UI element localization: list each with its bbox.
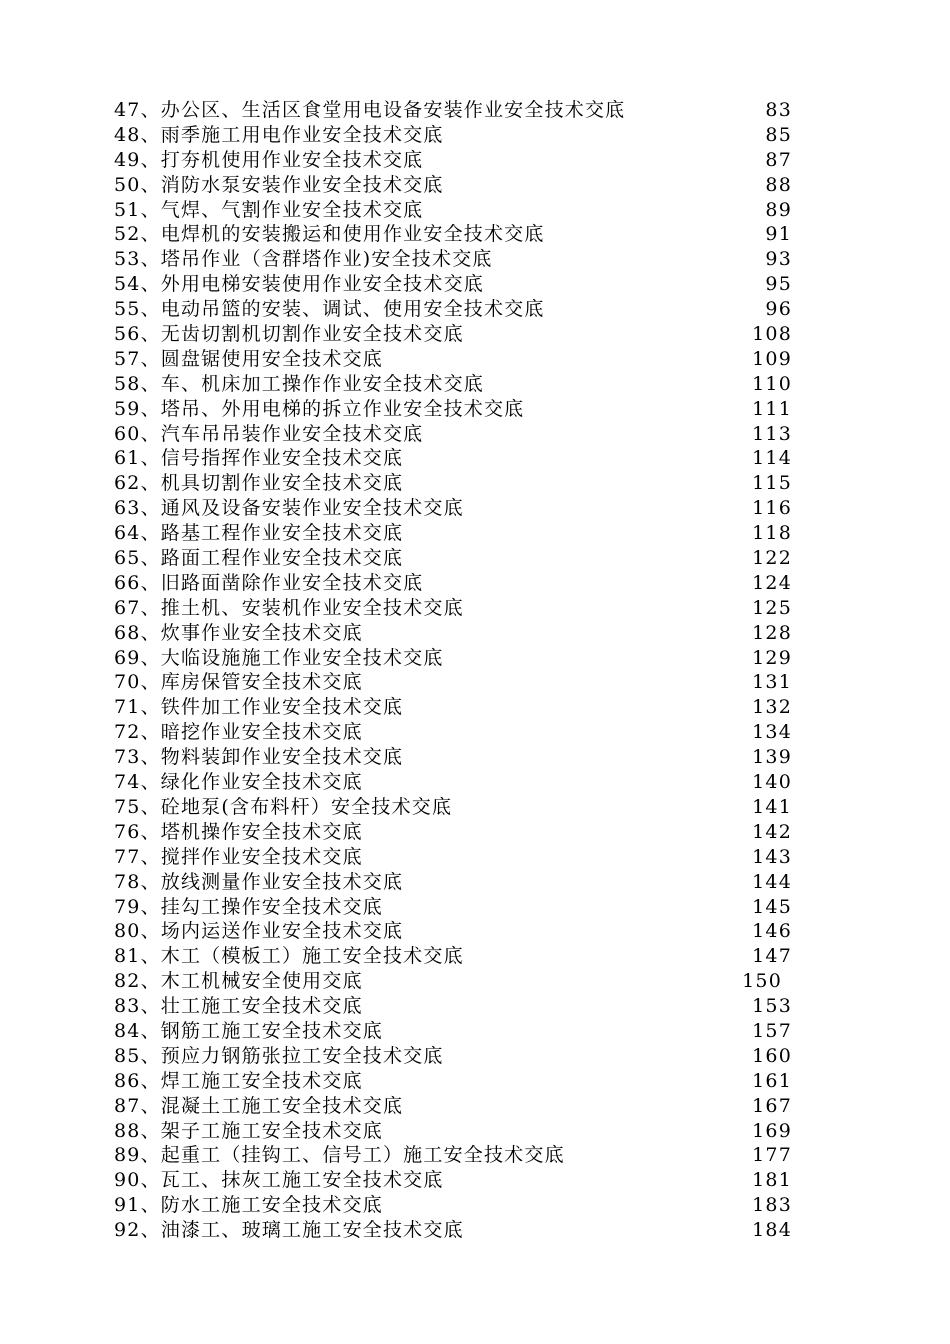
toc-entry [114, 845, 814, 870]
toc-entry [114, 571, 814, 596]
toc-entry [114, 820, 814, 845]
toc-entry-title: 48、雨季施工用电作业安全技术交底 [114, 123, 444, 146]
toc-entry-title: 75、砼地泵(含布料杆）安全技术交底 [114, 795, 453, 818]
toc-entry-title: 77、搅拌作业安全技术交底 [114, 845, 363, 868]
toc-entry [114, 123, 814, 148]
toc-entry-title: 78、放线测量作业安全技术交底 [114, 870, 404, 893]
toc-entry-page-number: 88 [765, 173, 792, 196]
toc-entry-page-number: 177 [752, 1144, 792, 1167]
toc-entry-page-number: 93 [765, 248, 792, 271]
toc-entry-title: 59、塔吊、外用电梯的拆立作业安全技术交底 [114, 397, 525, 420]
toc-entry-page-number: 89 [765, 198, 792, 221]
toc-entry-page-number: 115 [752, 472, 792, 495]
toc-entry [114, 969, 814, 994]
toc-entry [114, 596, 814, 621]
toc-entry [114, 994, 814, 1019]
toc-entry-title: 69、大临设施施工作业安全技术交底 [114, 646, 444, 669]
toc-entry [114, 397, 814, 422]
toc-entry [114, 770, 814, 795]
toc-entry [114, 670, 814, 695]
toc-entry [114, 621, 814, 646]
toc-entry-page-number: 87 [765, 148, 792, 171]
toc-entry-title: 87、混凝土工施工安全技术交底 [114, 1094, 404, 1117]
toc-entry-title: 82、木工机械安全使用交底 [114, 970, 363, 993]
toc-entry-title: 71、铁件加工作业安全技术交底 [114, 696, 404, 719]
toc-entry-page-number: 143 [752, 845, 792, 868]
toc-entry-title: 54、外用电梯安装使用作业安全技术交底 [114, 273, 484, 296]
toc-entry-page-number: 118 [752, 522, 792, 545]
toc-entry-title: 65、路面工程作业安全技术交底 [114, 547, 404, 570]
toc-entry-page-number: 146 [752, 920, 792, 943]
toc-entry-page-number: 91 [765, 223, 792, 246]
toc-entry-page-number: 111 [752, 397, 792, 420]
toc-entry-page-number: 96 [765, 298, 792, 321]
toc-entry [114, 247, 814, 272]
toc-entry-page-number: 160 [752, 1044, 792, 1067]
toc-entry [114, 446, 814, 471]
toc-entry [114, 521, 814, 546]
toc-entry [114, 646, 814, 671]
toc-entry [114, 919, 814, 944]
toc-entry-page-number: 134 [752, 721, 792, 744]
toc-entry [114, 496, 814, 521]
toc-entry [114, 372, 814, 397]
toc-entry-title: 64、路基工程作业安全技术交底 [114, 522, 404, 545]
toc-entry [114, 745, 814, 770]
toc-entry-title: 74、绿化作业安全技术交底 [114, 771, 363, 794]
toc-entry [114, 795, 814, 820]
toc-entry-title: 57、圆盘锯使用安全技术交底 [114, 347, 383, 370]
toc-entry [114, 944, 814, 969]
toc-entry-title: 70、库房保管安全技术交底 [114, 671, 363, 694]
toc-entry-title: 92、油漆工、玻璃工施工安全技术交底 [114, 1219, 464, 1242]
toc-entry-title: 55、电动吊篮的安装、调试、使用安全技术交底 [114, 298, 545, 321]
toc-entry-title: 83、壮工施工安全技术交底 [114, 995, 363, 1018]
toc-entry-title: 76、塔机操作安全技术交底 [114, 820, 363, 843]
toc-entry-page-number: 116 [752, 497, 792, 520]
toc-entry-page-number: 161 [752, 1069, 792, 1092]
toc-entry [114, 198, 814, 223]
toc-entry-title: 66、旧路面凿除作业安全技术交底 [114, 571, 424, 594]
toc-entry [114, 1069, 814, 1094]
toc-entry-page-number: 145 [752, 895, 792, 918]
toc-entry-title: 63、通风及设备安装作业安全技术交底 [114, 497, 464, 520]
toc-entry-title: 91、防水工施工安全技术交底 [114, 1194, 383, 1217]
toc-entry-page-number: 147 [752, 945, 792, 968]
toc-entry [114, 173, 814, 198]
toc-entry-title: 89、起重工（挂钩工、信号工）施工安全技术交底 [114, 1144, 565, 1167]
toc-entry-page-number: 109 [752, 347, 792, 370]
toc-entry-page-number: 142 [752, 820, 792, 843]
toc-entry-page-number: 132 [752, 696, 792, 719]
toc-entry-page-number: 140 [752, 771, 792, 794]
toc-entry [114, 870, 814, 895]
toc-entry-page-number: 150 [742, 970, 782, 993]
toc-entry-page-number: 183 [752, 1194, 792, 1217]
table-of-contents [114, 98, 814, 1243]
toc-entry-page-number: 184 [752, 1219, 792, 1242]
toc-entry-page-number: 144 [752, 870, 792, 893]
toc-entry-title: 79、挂勾工操作安全技术交底 [114, 895, 383, 918]
toc-entry-title: 80、场内运送作业安全技术交底 [114, 920, 404, 943]
toc-entry-title: 62、机具切割作业安全技术交底 [114, 472, 404, 495]
toc-entry-title: 67、推土机、安装机作业安全技术交底 [114, 596, 464, 619]
toc-entry [114, 1044, 814, 1069]
toc-entry-page-number: 141 [752, 795, 792, 818]
toc-entry-page-number: 114 [752, 447, 792, 470]
toc-entry [114, 695, 814, 720]
toc-entry-title: 85、预应力钢筋张拉工安全技术交底 [114, 1044, 444, 1067]
toc-entry [114, 1193, 814, 1218]
toc-entry-title: 68、炊事作业安全技术交底 [114, 621, 363, 644]
toc-entry-title: 56、无齿切割机切割作业安全技术交底 [114, 323, 464, 346]
toc-entry [114, 297, 814, 322]
toc-entry-title: 60、汽车吊吊装作业安全技术交底 [114, 422, 424, 445]
toc-entry-page-number: 124 [752, 571, 792, 594]
toc-entry-page-number: 131 [752, 671, 792, 694]
toc-entry-page-number: 129 [752, 646, 792, 669]
toc-entry [114, 1143, 814, 1168]
toc-entry [114, 222, 814, 247]
toc-entry-title: 53、塔吊作业（含群塔作业)安全技术交底 [114, 248, 493, 271]
toc-entry-title: 86、焊工施工安全技术交底 [114, 1069, 363, 1092]
toc-entry [114, 148, 814, 173]
toc-entry-title: 50、消防水泵安装作业安全技术交底 [114, 173, 444, 196]
toc-entry-page-number: 167 [752, 1094, 792, 1117]
toc-entry [114, 1168, 814, 1193]
toc-entry-page-number: 110 [752, 372, 792, 395]
toc-entry-page-number: 85 [765, 123, 792, 146]
toc-entry [114, 1094, 814, 1119]
toc-entry-title: 90、瓦工、抹灰工施工安全技术交底 [114, 1169, 444, 1192]
toc-entry-title: 84、钢筋工施工安全技术交底 [114, 1019, 383, 1042]
toc-entry-page-number: 181 [752, 1169, 792, 1192]
toc-entry [114, 471, 814, 496]
toc-entry-title: 88、架子工施工安全技术交底 [114, 1119, 383, 1142]
toc-entry-title: 72、暗挖作业安全技术交底 [114, 721, 363, 744]
toc-entry [114, 1119, 814, 1144]
toc-entry [114, 98, 814, 123]
toc-entry-page-number: 95 [765, 273, 792, 296]
toc-entry [114, 347, 814, 372]
toc-entry-page-number: 139 [752, 746, 792, 769]
toc-entry [114, 272, 814, 297]
toc-entry [114, 546, 814, 571]
toc-entry-page-number: 153 [752, 995, 792, 1018]
toc-entry-page-number: 128 [752, 621, 792, 644]
toc-entry [114, 1218, 814, 1243]
toc-entry-page-number: 108 [752, 323, 792, 346]
toc-entry-title: 49、打夯机使用作业安全技术交底 [114, 148, 424, 171]
toc-entry [114, 422, 814, 447]
toc-entry-title: 61、信号指挥作业安全技术交底 [114, 447, 404, 470]
toc-entry-title: 51、气焊、气割作业安全技术交底 [114, 198, 424, 221]
toc-entry [114, 1019, 814, 1044]
toc-entry [114, 720, 814, 745]
toc-entry [114, 322, 814, 347]
toc-entry-title: 52、电焊机的安装搬运和使用作业安全技术交底 [114, 223, 545, 246]
toc-entry-title: 47、办公区、生活区食堂用电设备安装作业安全技术交底 [114, 99, 626, 121]
toc-entry-title: 58、车、机床加工操作作业安全技术交底 [114, 372, 484, 395]
toc-entry-page-number: 157 [752, 1019, 792, 1042]
toc-entry-page-number: 122 [752, 547, 792, 570]
toc-entry-page-number: 169 [752, 1119, 792, 1142]
toc-entry-title: 73、物料装卸作业安全技术交底 [114, 746, 404, 769]
toc-entry-page-number: 125 [752, 596, 792, 619]
toc-entry-page-number: 83 [765, 99, 792, 121]
toc-entry-title: 81、木工（模板工）施工安全技术交底 [114, 945, 464, 968]
toc-entry [114, 895, 814, 920]
toc-entry-page-number: 113 [752, 422, 792, 445]
